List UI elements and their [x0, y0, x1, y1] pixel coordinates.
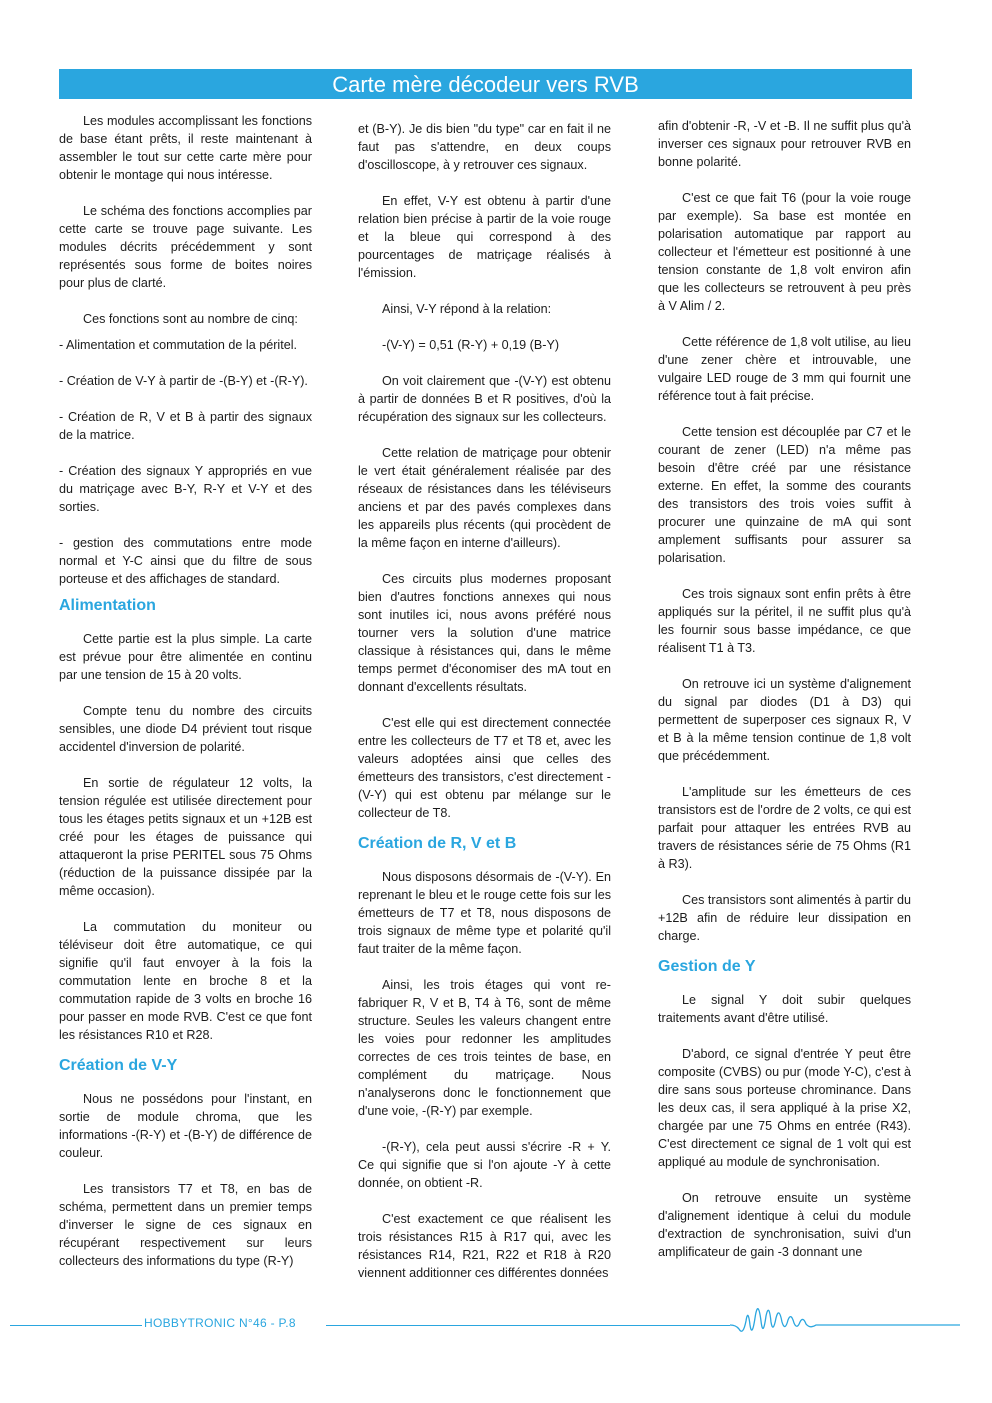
paragraph: C'est exactement ce que réalisent les trois résistances R15 à R17 qui, avec les résistances R14, R21, R22 et R18 à R20 viennent additionner ces différentes données [358, 1212, 611, 1280]
section-heading: Création de V-Y [59, 1057, 178, 1074]
list-item: - gestion des commutations entre mode normal et Y-C ainsi que du filtre de sous porteuse et des affichages de standard. [59, 536, 312, 586]
paragraph: Compte tenu du nombre des circuits sensibles, une diode D4 prévient tout risque accidentel d'inversion de polarité. [59, 704, 312, 754]
paragraph: Cette relation de matriçage pour obtenir le vert était généralement réalisée par des réseaux de résistances dans les téléviseurs anciens et par des pavés complexes dans les appareils plus récents (qui procèdent de la même façon en interne d'ailleurs). [358, 446, 611, 550]
paragraph: En sortie de régulateur 12 volts, la tension régulée est utilisée directement pour tous les étages petits signaux et un +12B est créé pour les étages de puissance qui attaqueront la prise PERITEL sous 75 Ohms (réduction de la puissance dissipée par la même occasion). [59, 776, 312, 898]
text-column-3 [658, 117, 911, 1279]
paragraph: Cette référence de 1,8 volt utilise, au lieu d'une zener chère et introuvable, une vulgaire LED rouge de 3 mm qui fournit une référence tout à fait précise. [658, 335, 911, 403]
paragraph: Cette partie est la plus simple. La carte est prévue pour être alimentée en continu par une tension de 15 à 20 volts. [59, 632, 312, 682]
paragraph: Les modules accomplissant les fonctions de base étant prêts, il reste maintenant à assembler le tout sur cette carte mère pour obtenir le montage qui nous intéresse. [59, 114, 312, 182]
list-item: - Création des signaux Y appropriés en vue du matriçage avec B-Y, R-Y et V-Y et des sorties. [59, 464, 312, 514]
section-heading: Gestion de Y [658, 958, 756, 975]
text-column-2 [358, 120, 611, 1300]
paragraph: Ces transistors sont alimentés à partir du +12B afin de réduire leur dissipation en charge. [658, 893, 911, 943]
paragraph: C'est ce que fait T6 (pour la voie rouge par exemple). Sa base est montée en polarisation automatique par rapport au collecteur et l'émetteur est positionné à une tension constante de 1,8 volt environ afin que les collecteurs se retrouvent à peu près à V Alim / 2. [658, 191, 911, 313]
list-item: - Alimentation et commutation de la péritel. [59, 338, 298, 352]
paragraph: Les transistors T7 et T8, en bas de schéma, permettent dans un premier temps d'inverser le signe de ces signaux en récupérant respectivement sur leurs collecteurs des informations du type (R-Y) [59, 1182, 312, 1268]
paragraph: Nous disposons désormais de -(V-Y). En reprenant le bleu et le rouge cette fois sur les émetteurs de T7 et T8, nous disposons de trois signaux de même type et polarité qu'il faut traiter de la même façon. [358, 870, 611, 956]
section-heading: Alimentation [59, 597, 156, 614]
paragraph: On retrouve ensuite un système d'alignement identique à celui du module d'extraction de synchronisation, suivi d'un amplificateur de gain -3 donnant une [658, 1191, 911, 1259]
footer-rule-middle [326, 1325, 730, 1326]
paragraph: Ces circuits plus modernes proposant bien d'autres fonctions annexes qui nous sont inutiles ici, nous avons préféré nous tourner vers la solution d'une matrice classique à résistances qui, dans le même temps permet d'économiser des mA tout en donnant d'excellents résultats. [358, 572, 611, 694]
paragraph: Ainsi, V-Y répond à la relation: [382, 302, 552, 316]
paragraph: Le signal Y doit subir quelques traitements avant d'être utilisé. [658, 993, 911, 1025]
page-title-banner [59, 69, 912, 99]
paragraph: Nous ne possédons pour l'instant, en sortie de module chroma, que les informations -(R-Y) et -(B-Y) de différence de couleur. [59, 1092, 312, 1160]
section-heading: Création de R, V et B [358, 835, 517, 852]
paragraph: On retrouve ici un système d'alignement du signal par diodes (D1 à D3) qui permettent de superposer ces signaux R, V et B à la même tension continue de 1,8 volt que précédemment. [658, 677, 911, 763]
paragraph: Ainsi, les trois étages qui vont re-fabriquer R, V et B, T4 à T6, sont de même structure. Seules les valeurs changent entre les voies pour redonner les amplitudes correctes de ces trois teintes de base, en complément du matriçage. Nous n'analyserons donc le fonctionnement que d'une voie, -(R-Y) par exemple. [358, 978, 611, 1118]
list-item: - Création de V-Y à partir de -(B-Y) et -(R-Y). [59, 374, 308, 388]
text-column-1 [59, 112, 312, 1288]
paragraph: Le schéma des fonctions accomplies par cette carte se trouve page suivante. Les modules décrits précédemment y sont représentés sous forme de boites noires pour plus de clarté. [59, 204, 312, 290]
paragraph: Ces trois signaux sont enfin prêts à être appliqués sur la péritel, il ne suffit plus qu'à les fournir sous basse impédance, ce que réalisent T1 à T3. [658, 587, 911, 655]
waveform-logo-icon [730, 1296, 960, 1346]
paragraph: La commutation du moniteur ou téléviseur doit être automatique, ce qui signifie qu'il faut envoyer à la fois la commutation lente en broche 8 et la commutation rapide de 3 volts en broche 16 pour passer en mode RVB. C'est ce que font les résistances R10 et R28. [59, 920, 312, 1042]
paragraph: C'est elle qui est directement connectée entre les collecteurs de T7 et T8 et, avec les valeurs adoptées ainsi que celles des émetteurs des transistors, c'est directement -(V-Y) qui est obtenu par mélange sur le collecteur de T8. [358, 716, 611, 820]
paragraph: D'abord, ce signal d'entrée Y peut être composite (CVBS) ou pur (mode Y-C), c'est à dire sans sous porteuse chrominance. Dans les deux cas, il sera appliqué à la prise X2, chargée par une 75 Ohms en entrée (R43). C'est directement ce signal de 1 volt qui est appliqué au module de synchronisation. [658, 1047, 911, 1169]
page-title: Carte mère décodeur vers RVB [332, 72, 639, 97]
paragraph: En effet, V-Y est obtenu à partir d'une relation bien précise à partir de la voie rouge et la bleue qui correspond à des pourcentages de matriçage réalisés à l'émission. [358, 194, 611, 280]
paragraph: Cette tension est découplée par C7 et le courant de zener (LED) n'a même pas besoin d'être créé par une résistance externe. En effet, la somme des courants des transistors des trois voies suffit à procurer une quinzaine de mA qui sont amplement suffisants pour assurer sa polarisation. [658, 425, 911, 565]
paragraph: et (B-Y). Je dis bien "du type" car en fait il ne faut pas s'attendre, en deux coups d'oscilloscope, à y retrouver ces signaux. [358, 122, 611, 172]
footer-rule-left [10, 1325, 142, 1326]
paragraph: L'amplitude sur les émetteurs de ces transistors est de l'ordre de 2 volts, ce qui est parfait pour attaquer les entrées RVB au travers de résistances série de 75 Ohms (R1 à R3). [658, 785, 911, 871]
list-item: - Création de R, V et B à partir des signaux de la matrice. [59, 410, 312, 442]
formula: -(V-Y) = 0,51 (R-Y) + 0,19 (B-Y) [382, 338, 560, 352]
paragraph: afin d'obtenir -R, -V et -B. Il ne suffit plus qu'à inverser ces signaux pour retrouver RVB en bonne polarité. [658, 119, 911, 169]
paragraph: On voit clairement que -(V-Y) est obtenu à partir de données B et R positives, d'où la récupération des signaux sur les collecteurs. [358, 374, 611, 424]
footer-page-number: HOBBYTRONIC N°46 - P.8 [144, 1316, 296, 1330]
paragraph: -(R-Y), cela peut aussi s'écrire -R + Y. Ce qui signifie que si l'on ajoute -Y à cette donnée, on obtient -R. [358, 1140, 611, 1190]
paragraph: Ces fonctions sont au nombre de cinq: [83, 312, 298, 326]
